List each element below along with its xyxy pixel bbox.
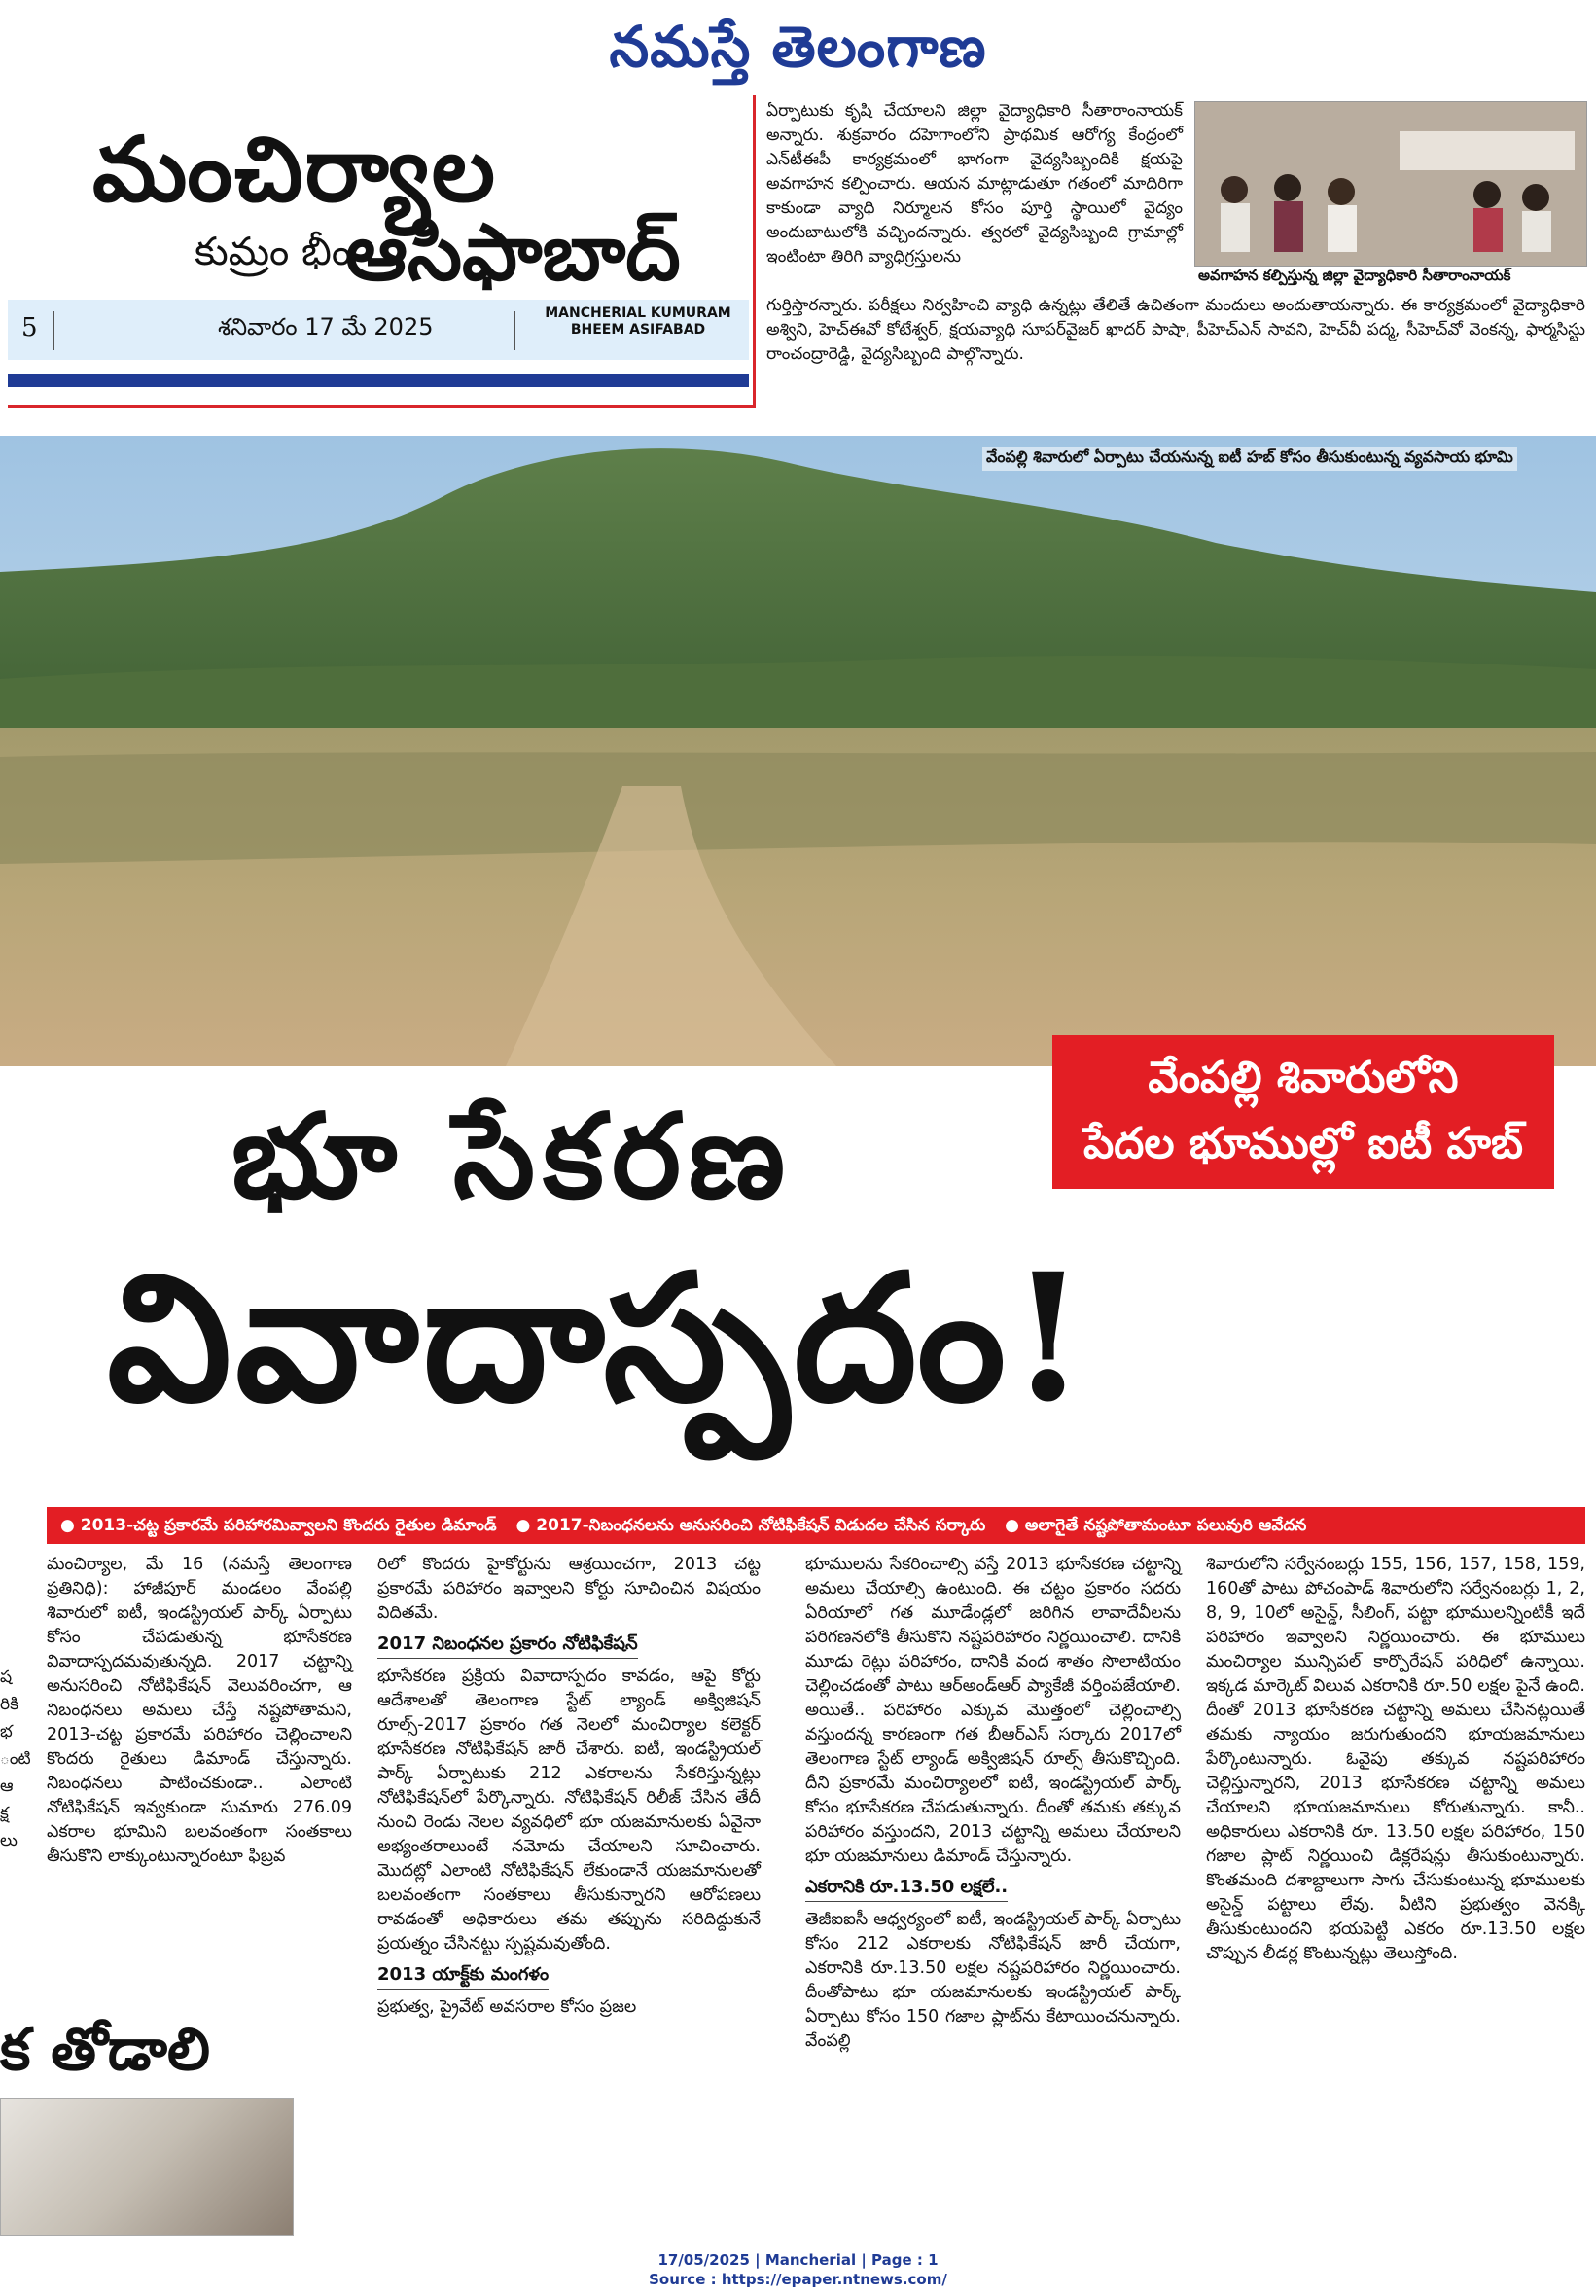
article-column-3 xyxy=(805,1553,1181,2054)
adjacent-story-headline: క తోడాలి xyxy=(0,2016,210,2084)
kicker-line-2: పేదల భూముల్లో ఐటీ హబ్ xyxy=(1083,1119,1523,1168)
headline-line-2: వివాదాస్పదం! xyxy=(107,1236,1091,1441)
edition-info-strip xyxy=(8,300,749,360)
fragment-text: ష xyxy=(0,1668,13,1687)
epaper-footer-source: Source : https://epaper.ntnews.com/ xyxy=(649,2271,947,2288)
edition-english-name: MANCHERIAL KUMURAM BHEEM ASIFABAD xyxy=(545,305,731,338)
article-paragraph: భూములను సేకరించాల్సి వస్తే 2013 భూసేకరణ చట్టాన్ని అమలు చేయాల్సి ఉంటుంది. ఈ చట్టం ప్రకారం సదరు ఏరియాలో గత మూడేండ్లలో జరిగిన లావాదేవీలను పరిగణనలోకి తీసుకొని నష్టపరిహారం నిర్ణయించాలి. దానికి మూడు రెట్లు పరిహారం, దానికి వంద శాతం సొలాటియం చెల్లించడంతో పాటు ఆర్‌అండ్‌ఆర్ ప్యాకేజీ వర్తింపజేయాలి. అయితే.. పరిహారం ఎక్కువ మొత్తంలో చెల్లించాల్సి వస్తుందన్న కారణంగా గత బీఆర్‌ఎస్ సర్కారు 2017లో తెలంగాణ స్టేట్ ల్యాండ్ అక్విజిషన్ రూల్స్ తీసుకొచ్చింది. దీని ప్రకారమే మంచిర్యాలలో ఐటీ, ఇండస్ట్రియల్ పార్క్ కోసం భూసేకరణ చేపడుతున్నారు. దీంతో తమకు తక్కువ పరిహారం వస్తుందని, 2013 చట్టాన్ని అమలు చేయాలని భూ యజమానులు డిమాండ్ చేస్తున్నారు. xyxy=(805,1555,1181,1866)
article-paragraph: భూసేకరణ ప్రక్రియ వివాదాస్పదం కావడం, ఆపై కోర్టు ఆదేశాలతో తెలంగాణ స్టేట్ ల్యాండ్ అక్విజిషన్ రూల్స్-2017 ప్రకారం గత నెలలో మంచిర్యాల కలెక్టర్ భూసేకరణ నోటిఫికేషన్ జారీ చేశారు. ఐటీ, ఇండస్ట్రియల్ పార్క్ ఏర్పాటుకు 212 ఎకరాలను సేకరిస్తున్నట్లు నోటిఫికేషన్‌లో పేర్కొన్నారు. నోటిఫికేషన్ రిలీజ్ చేసిన తేదీ నుంచి రెండు నెలల వ్యవధిలో భూ యజమానులకు ఏవైనా అభ్యంతరాలుంటే నమోదు చేయాలని సూచించారు. మొదట్లో ఎలాంటి నోటిఫికేషన్ లేకుండానే యజమానులతో బలవంతంగా సంతకాలు తీసుకున్నారని ఆరోపణలు రావడంతో అధికారులు తమ తప్పును సరిదిద్దుకునే ప్రయత్నం చేసినట్టు స్పష్టమవుతోంది. xyxy=(377,1667,761,1954)
edition-color-bar xyxy=(8,374,749,387)
top-story-photo xyxy=(1194,101,1587,267)
adjacent-story-fragments xyxy=(0,1664,39,1854)
divider xyxy=(514,311,515,350)
article-subheading: ఎకరానికి రూ.13.50 లక్షలే.. xyxy=(805,1875,1008,1902)
farmland-photo-caption: వేంపల్లి శివారులో ఏర్పాటు చేయనున్న ఐటీ హబ్ కోసం తీసుకుంటున్న వ్యవసాయ భూమి xyxy=(982,447,1517,471)
adjacent-story-photo xyxy=(0,2098,294,2236)
article-subheading: 2017 నిబంధనల ప్రకారం నోటిఫికేషన్ xyxy=(377,1632,638,1659)
top-story-text: ఏర్పాటుకు కృషి చేయాలని జిల్లా వైద్యాధికారి సీతారాంనాయక్ అన్నారు. శుక్రవారం దహెగాంలోని ప్రాథమిక ఆరోగ్య కేంద్రంలో ఎన్‌టీఈపీ కార్యక్రమంలో భాగంగా వైద్యసిబ్బందికి క్షయపై అవగాహన కల్పించారు. ఆయన మాట్లాడుతూ గతంలో మాదిరిగా కాకుండా వ్యాధి నిర్మూలన కోసం పూర్తి స్థాయిలో వైద్యం అందుబాటులోకి వచ్చిందన్నారు. త్వరలో వైద్యసిబ్బంది గ్రామాల్లో ఇంటింటా తిరిగి వ్యాధిగ్రస్తులను xyxy=(766,101,1183,267)
highlight-item: ● అలాగైతే నష్టపోతామంటూ పలువురి ఆవేదన xyxy=(1005,1516,1307,1535)
fragment-text: ంటి xyxy=(0,1749,31,1769)
edition-date: శనివారం 17 మే 2025 xyxy=(218,313,434,341)
article-column-4 xyxy=(1206,1553,1585,1966)
meeting-photo-illustration xyxy=(1195,102,1586,266)
farmland-photo xyxy=(0,436,1596,1066)
divider xyxy=(53,311,54,350)
fragment-text: రికి xyxy=(0,1695,18,1714)
article-paragraph: తెజీఐఐసీ ఆధ్వర్యంలో ఐటీ, ఇండస్ట్రియల్ పార్క్ ఏర్పాటు కోసం 212 ఎకరాలకు నోటిఫికేషన్ జారీ చేయగా, ఎకరానికి రూ.13.50 లక్షల నష్టపరిహారం నిర్ణయించారు. దీంతోపాటు భూ యజమానులకు ఇండస్ట్రియల్ పార్క్ ఏర్పాటు కోసం 150 గజాల ప్లాట్‌ను కేటాయించనున్నారు. వేంపల్లి xyxy=(805,1910,1181,2051)
headline-kicker-box xyxy=(1052,1035,1554,1189)
fragment-text: భ xyxy=(0,1722,13,1741)
kicker-line-1: వేంపల్లి శివారులోని xyxy=(1148,1053,1459,1102)
fragment-text: క్ష xyxy=(0,1804,9,1823)
headline-line-1: భూ సేకరణ xyxy=(231,1088,794,1225)
newspaper-title: నమస్తే తెలంగాణ xyxy=(609,14,987,80)
article-paragraph: ప్రభుత్వ, ప్రైవేట్ అవసరాల కోసం ప్రజల xyxy=(377,1997,637,2017)
newspaper-masthead xyxy=(0,0,1596,90)
article-paragraph: మంచిర్యాల, మే 16 (నమస్తే తెలంగాణ ప్రతినిధి): హాజీపూర్ మండలం వేంపల్లి శివారులో ఐటీ, ఇండస్ట్రియల్ పార్క్ ఏర్పాటు కోసం చేపడుతున్న భూసేకరణ వివాదాస్పదమవుతున్నది. 2017 చట్టాన్ని అనుసరించి నోటిఫికేషన్ వెలువరించగా, ఆ నిబంధనలు అమలు చేస్తే నష్టపోతామని, 2013-చట్ట ప్రకారమే పరిహారం చెల్లించాలని కొందరు రైతులు డిమాండ్ చేస్తున్నారు. నిబంధనలు పాటించకుండా.. ఎలాంటి నోటిఫికేషన్ ఇవ్వకుండా సుమారు 276.09 ఎకరాల భూమిని బలవంతంగా సంతకాలు తీసుకొని లాక్కుంటున్నారంటూ ఫిబ్రవ xyxy=(47,1555,352,1866)
top-photo-caption: అవగాహన కల్పిస్తున్న జిల్లా వైద్యాధికారి సీతారాంనాయక్ xyxy=(1198,267,1511,284)
farmland-illustration xyxy=(0,436,1596,1066)
article-column-1 xyxy=(47,1553,352,1869)
article-subheading: 2013 యాక్ట్‌కు మంగళం xyxy=(377,1962,549,1990)
article-paragraph: శివారులోని సర్వేనంబర్లు 155, 156, 157, 158, 159, 160తో పాటు పోచంపాడ్ శివారులోని సర్వేనంబర్లు 1, 2, 8, 9, 10లో అసైన్డ్, సీలింగ్, పట్టా భూములన్నింటికీ ఇదే పరిహారం ఇవ్వాలని నిర్ణయించారు. ఈ భూములు మంచిర్యాల మున్సిపల్ కార్పొరేషన్ పరిధిలో ఉన్నాయి. ఇక్కడ మార్కెట్ విలువ ఎకరానికి రూ.50 లక్షల పైనే ఉంది. దీంతో 2013 భూసేకరణ చట్టాన్ని అమలు చేసినట్లయితే తమకు న్యాయం జరుగుతుందని భూయజమానులు పేర్కొంటున్నారు. ఓవైపు తక్కువ నష్టపరిహారం చెల్లిస్తున్నారని, 2013 భూసేకరణ చట్టాన్ని అమలు చేయాలని భూయజమానులు కోరుతున్నారు. కానీ.. అధికారులు ఎకరానికి రూ. 13.50 లక్షల పరిహారం, 150 గజాల ప్లాట్ నిర్ణయించి డిక్లరేషన్లు తీసుకుంటున్నారు. కొంతమంది దశాబ్దాలుగా సాగు చేసుకుంటున్న భూములకు అసైన్డ్ పట్టాలు లేవు. వీటిని ప్రభుత్వం వెనక్కి తీసుకుంటుందని భయపెట్టి ఎకరం రూ.13.50 లక్షల చొప్పున లీడర్ల కొంటున్నట్లు తెలుస్తోంది. xyxy=(1206,1555,1585,1963)
fragment-text: లు xyxy=(0,1831,18,1850)
edition-subtitle-small: కుమ్రం భీం xyxy=(195,230,352,274)
epaper-footer-info: 17/05/2025 | Mancherial | Page : 1 xyxy=(657,2251,939,2269)
fragment-text: ఆ xyxy=(0,1776,14,1796)
edition-subtitle-large: ఆసిఫాబాద్ xyxy=(345,206,681,298)
top-story-footer-text: గుర్తిస్తారన్నారు. పరీక్షలు నిర్వహించి వ్యాధి ఉన్నట్లు తేలితే ఉచితంగా మందులు అందుతాయన్నారు. ఈ కార్యక్రమంలో వైద్యాధికారి అశ్విని, హెచ్‌ఈవో కోటేశ్వర్, క్షయవ్యాధి సూపర్‌వైజర్ ఖాదర్ పాషా, పీహెచ్‌ఎన్ సావని, హెచ్‌వీ పద్మ, సీహెచ్‌వో వెంకన్న, ఫార్మసిస్టు రాంచంద్రారెడ్డి, వైద్యసిబ్బంది పాల్గొన్నారు. xyxy=(766,296,1585,364)
page-number: 5 xyxy=(21,313,38,342)
highlights-strip xyxy=(47,1507,1585,1544)
article-paragraph: రిలో కొందరు హైకోర్టును ఆశ్రయించగా, 2013 చట్ట ప్రకారమే పరిహారం ఇవ్వాలని కోర్టు సూచించిన విషయం విదితమే. xyxy=(377,1555,761,1623)
highlight-item: ● 2017-నిబంధనలను అనుసరించి నోటిఫికేషన్ విడుదల చేసిన సర్కారు xyxy=(515,1516,986,1535)
article-column-2 xyxy=(377,1553,761,2020)
edition-district-title: మంచిర్యాల xyxy=(92,117,498,222)
highlight-item: ● 2013-చట్ట ప్రకారమే పరిహారమివ్వాలని కొందరు రైతుల డిమాండ్ xyxy=(60,1516,497,1535)
